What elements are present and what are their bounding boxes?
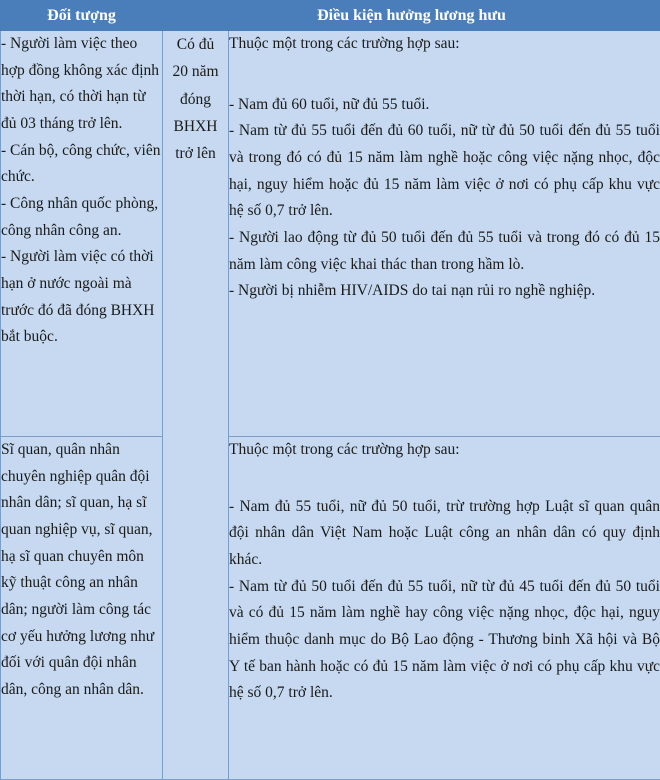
subject-item: - Công nhân quốc phòng, công nhân công an. [1, 194, 159, 239]
cell-subject-row1 [1, 31, 163, 437]
years-line: đóng [180, 90, 211, 108]
table-row [1, 31, 660, 437]
table-header-row [1, 1, 660, 31]
condition-item: - Nam đủ 55 tuổi, nữ đủ 50 tuổi, trừ trường hợp Luật sĩ quan quân đội nhân dân Việt Nam hoặc Luật công an nhân dân có quy định khác. [229, 497, 660, 569]
cell-subject-row2 [1, 437, 163, 780]
header-subject: Đối tượng [1, 1, 163, 31]
years-line: BHXH [173, 117, 218, 135]
condition-item: - Nam đủ 60 tuổi, nữ đủ 55 tuổi. [229, 95, 430, 113]
cell-years-contribution [163, 31, 229, 780]
table-body [1, 31, 660, 780]
subject-item: - Người làm việc có thời hạn ở nước ngoài mà trước đó đã đóng BHXH bắt buộc. [1, 248, 155, 346]
condition-item: - Người lao động từ đủ 50 tuổi đến đủ 55 tuổi và trong đó có đủ 15 năm làm công việc khai thác than trong hầm lò. [229, 228, 660, 273]
header-condition: Điều kiện hưởng lương hưu [163, 1, 660, 31]
table-row [1, 437, 660, 780]
cell-condition-row2 [229, 437, 660, 780]
years-line: trở lên [175, 145, 216, 163]
years-line: Có đủ [176, 36, 215, 53]
condition-item: - Nam từ đủ 55 tuổi đến đủ 60 tuổi, nữ từ đủ 50 tuổi đến đủ 55 tuổi và trong đó có đủ 15 năm làm nghề hoặc công việc nặng nhọc, độc hại, nguy hiểm hoặc đủ 15 năm làm việc ở nơi có phụ cấp khu vực hệ số 0,7 trở lên. [229, 122, 660, 220]
subject-item: Sĩ quan, quân nhân chuyên nghiệp quân đội nhân dân; sĩ quan, hạ sĩ quan nghiệp vụ, sĩ quan, hạ sĩ quan chuyên môn kỹ thuật công an nhân dân; người làm công tác cơ yếu hưởng lương như đối với quân đội nhân dân, công an nhân dân. [1, 441, 155, 699]
subject-item: - Cán bộ, công chức, viên chức. [1, 141, 161, 186]
condition-item: - Nam từ đủ 50 tuổi đến đủ 55 tuổi, nữ từ đủ 45 tuổi đến đủ 50 tuổi và có đủ 15 năm làm nghề hay công việc nặng nhọc, độc hại, nguy hiểm thuộc danh mục do Bộ Lao động - Thương binh Xã hội và Bộ Y tế ban hành hoặc có đủ 15 năm làm việc ở nơi có phụ cấp khu vực hệ số 0,7 trở lên. [229, 577, 660, 702]
condition-item: - Người bị nhiễm HIV/AIDS do tai nạn rủi ro nghề nghiệp. [229, 282, 596, 300]
cell-condition-row1 [229, 31, 660, 437]
subject-item: - Người làm việc theo hợp đồng không xác định thời hạn, có thời hạn từ đủ 03 tháng trở lên. [1, 35, 160, 132]
condition-lead: Thuộc một trong các trường hợp sau: [229, 35, 460, 52]
condition-lead: Thuộc một trong các trường hợp sau: [229, 441, 460, 459]
table-header [1, 1, 660, 31]
years-line: 20 năm [172, 63, 219, 81]
